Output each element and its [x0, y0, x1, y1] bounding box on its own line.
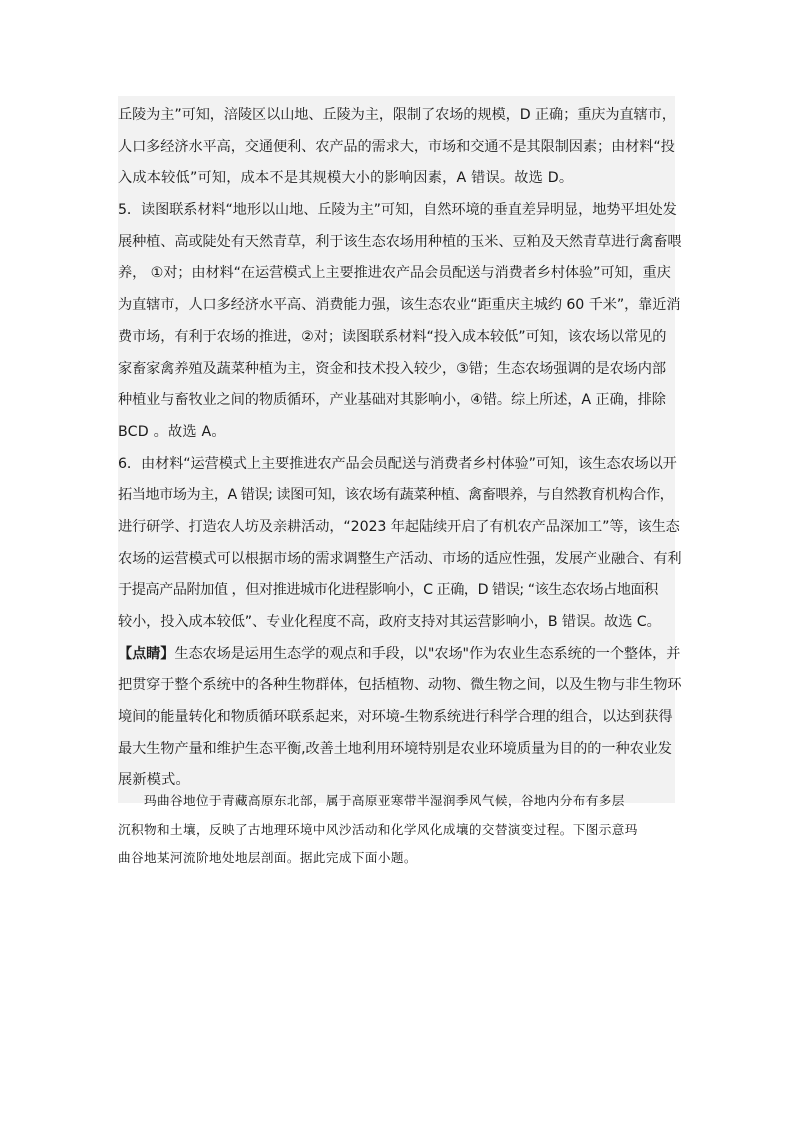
answer-line: BCD 。故选 A。 — [118, 423, 226, 440]
answer-line: 种植业与畜牧业之间的物质循环，产业基础对其影响小，④错。综上所述，A 正确，排除 — [118, 392, 666, 409]
answer-line: 展种植、高或陡处有天然青草，利于该生态农场用种植的玉米、豆粕及天然青草进行禽畜喂 — [118, 233, 682, 250]
answer-line: 较小，投入成本较低”、专业化程度不高，政府支持对其运营影响小，B 错误。故选 C。 — [118, 614, 661, 630]
answer-line: 丘陵为主”可知，涪陵区以山地、丘陵为主，限制了农场的规模，D 正确；重庆为直辖市， — [118, 107, 676, 123]
answer-line: 费市场，有利于农场的推进，②对；读图联系材料“投入成本较低”可知，该农场以常见的 — [118, 328, 667, 345]
answer-line: 为直辖市，人口多经济水平高、消费能力强，该生态农业“距重庆主城约 60 千米”，靠近消 — [118, 297, 681, 314]
comment-line: 境间的能量转化和物质循环联系起来，对环境-生物系统进行科学合理的组合，以达到获得 — [118, 709, 673, 726]
answer-line: 拓当地市场为主，A 错误; 读图可知，该农场有蔬菜种植、禽畜喂养，与自然教育机构合作， — [118, 487, 674, 504]
answer-line: 农场的运营模式可以根据市场的需求调整生产活动、市场的适应性强，发展产业融合、有利 — [118, 550, 682, 567]
answer-line: 于提高产品附加值 ，但对推进城市化进程影响小，C 正确，D 错误; “该生态农场占地面积 — [118, 582, 658, 599]
answer-line: 进行研学、打造农人坊及亲耕活动，“2023 年起陆续开启了有机农产品深加工”等，该生态 — [118, 518, 680, 535]
answer-line: 人口多经济水平高，交通便利、农产品的需求大，市场和交通不是其限制因素；由材料“投 — [118, 138, 675, 155]
answer-line: 家畜家禽养殖及蔬菜种植为主，资金和技术投入较少，③错；生态农场强调的是农场内部 — [118, 360, 666, 377]
answer-line: 入成本较低”可知，成本不是其规模大小的影响因素，A 错误。故选 D。 — [118, 170, 574, 187]
comment-first-line — [118, 639, 681, 671]
passage-line: 曲谷地某河流阶地处地层剖面。据此完成下面小题。 — [118, 850, 417, 865]
passage-line: 沉积物和土壤，反映了古地理环境中风沙活动和化学风化成壤的交替演变过程。下图示意玛 — [118, 821, 638, 837]
answer-explanation-block — [118, 96, 682, 803]
comment-text: 生态农场是运用生态学的观点和手段，以"农场"作为农业生态系统的一个整体，并 — [174, 645, 681, 662]
answer-line: 养， ①对；由材料“在运营模式上主要推进农产品会员配送与消费者乡村体验”可知，重庆 — [118, 265, 671, 282]
question-passage — [118, 787, 678, 873]
comment-line: 最大生物产量和维护生态平衡,改善土地利用环境特别是农业环境质量为目的的一种农业发 — [118, 740, 672, 757]
comment-line: 把贯穿于整个系统中的各种生物群体，包括植物、动物、微生物之间，以及生物与非生物环 — [118, 677, 682, 694]
passage-line: 玛曲谷地位于青藏高原东北部，属于高原亚寒带半湿润季风气候，谷地内分布有多层 — [144, 793, 625, 808]
comment-line: 展新模式。 — [118, 772, 190, 789]
answer-line: 5．读图联系材料“地形以山地、丘陵为主”可知，自然环境的垂直差异明显，地势平坦处发 — [118, 202, 677, 219]
answer-line: 6．由材料“运营模式上主要推进农产品会员配送与消费者乡村体验”可知，该生态农场以开 — [118, 455, 677, 472]
comment-label: 【点睛】 — [118, 645, 175, 662]
